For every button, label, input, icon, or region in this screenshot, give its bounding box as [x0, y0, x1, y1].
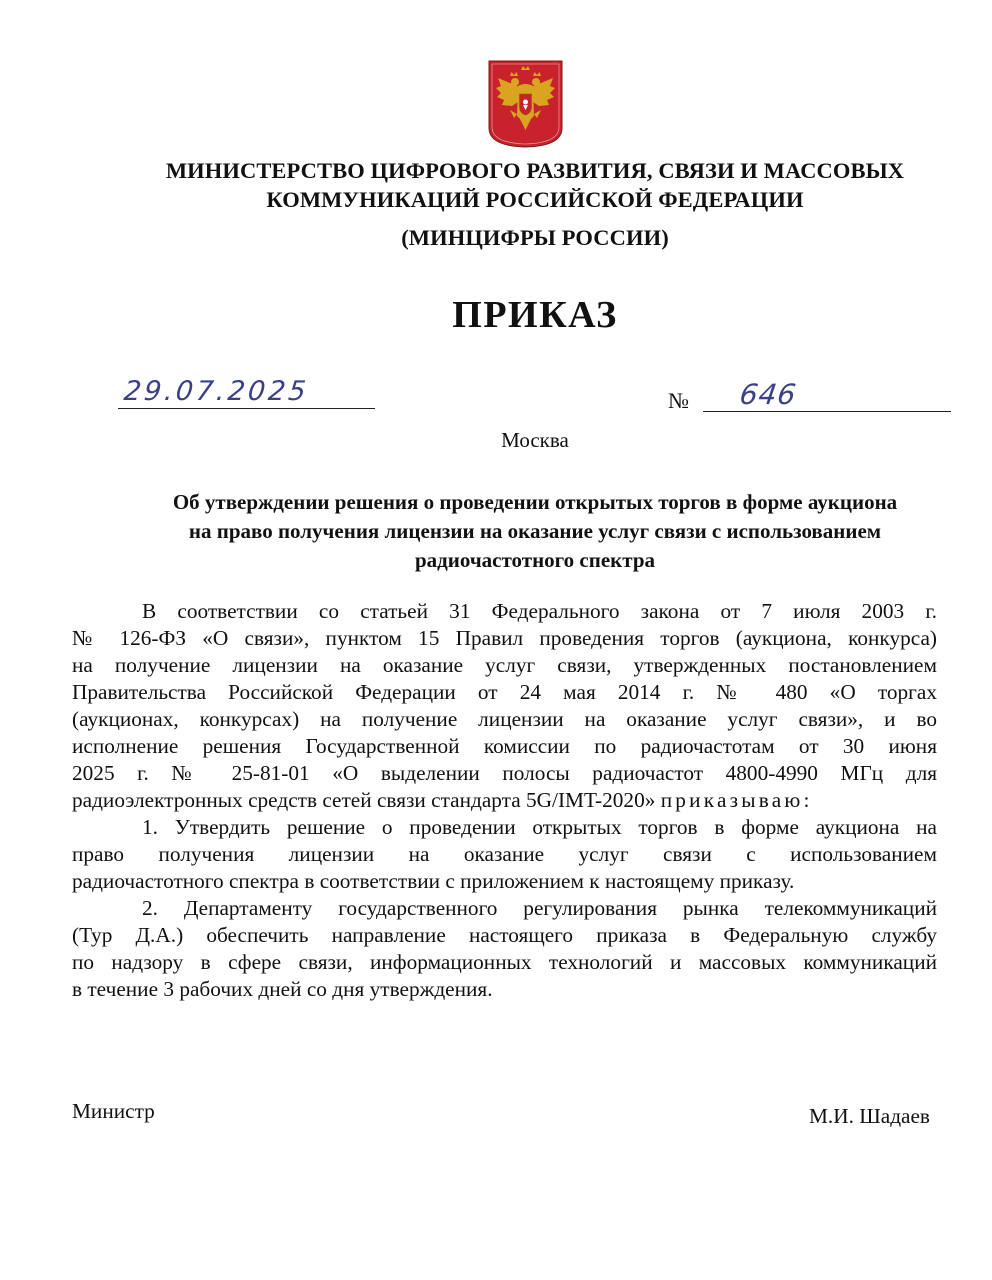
number-label: №	[668, 388, 689, 413]
order-body	[72, 598, 937, 1003]
russian-coat-of-arms-icon	[488, 60, 563, 148]
ministry-short-name: (МИНЦИФРЫ РОССИИ)	[401, 225, 669, 250]
body-line	[72, 787, 937, 814]
item2-line: в течение 3 рабочих дней со дня утверждения.	[72, 977, 493, 1001]
city: Москва	[501, 428, 569, 452]
ministry-name-line1: МИНИСТЕРСТВО ЦИФРОВОГО РАЗВИТИЯ, СВЯЗИ И МАССОВЫХ	[165, 158, 905, 183]
order-date: 29.07.2025	[122, 376, 311, 407]
signer-name: М.И. Шадаев	[808, 1104, 930, 1128]
signer-title: Министр	[72, 1099, 155, 1123]
order-number: 646	[737, 378, 799, 411]
item1-line: радиочастотного спектра в соответствии с приложением к настоящему приказу.	[72, 869, 795, 893]
subject-line: на право получения лицензии на оказание услуг связи с использованием	[188, 519, 882, 543]
body-line: Правительства Российской Федерации от 24 мая 2014 г. № 480 «О торгах	[72, 680, 937, 704]
preamble-last: радиоэлектронных средств сетей связи стандарта 5G/IMT-2020»	[72, 788, 656, 812]
body-line: (аукционах, конкурсах) на получение лицензии на оказание услуг связи», и во	[72, 707, 937, 731]
subject-line: радиочастотного спектра	[414, 548, 656, 572]
ministry-name-line2: КОММУНИКАЦИЙ РОССИЙСКОЙ ФЕДЕРАЦИИ	[266, 187, 804, 212]
body-line: В соответствии со статьей 31 Федерального закона от 7 июля 2003 г.	[142, 599, 937, 623]
item2-line: по надзору в сфере связи, информационных технологий и массовых коммуникаций	[72, 950, 937, 974]
item1-line: 1. Утвердить решение о проведении открытых торгов в форме аукциона на	[142, 815, 937, 839]
body-line: на получение лицензии на оказание услуг связи, утвержденных постановлением	[72, 653, 937, 677]
order-subject	[60, 488, 992, 575]
body-line: 2025 г. № 25-81-01 «О выделении полосы радиочастот 4800-4990 МГц для	[72, 761, 937, 785]
item2-line: 2. Департаменту государственного регулирования рынка телекоммуникаций	[142, 896, 937, 920]
item1-line: право получения лицензии на оказание услуг связи с использованием	[72, 842, 937, 866]
number-underline	[703, 411, 951, 412]
body-line: исполнение решения Государственной комиссии по радиочастотам от 30 июня	[72, 734, 937, 758]
date-underline	[118, 408, 375, 409]
order-word: приказываю:	[660, 788, 813, 812]
body-line: № 126-ФЗ «О связи», пунктом 15 Правил проведения торгов (аукциона, конкурса)	[72, 626, 937, 650]
subject-line: Об утверждении решения о проведении открытых торгов в форме аукциона	[172, 490, 898, 514]
item2-line: (Тур Д.А.) обеспечить направление настоящего приказа в Федеральную службу	[72, 923, 937, 947]
document-type-title: ПРИКАЗ	[452, 294, 618, 336]
